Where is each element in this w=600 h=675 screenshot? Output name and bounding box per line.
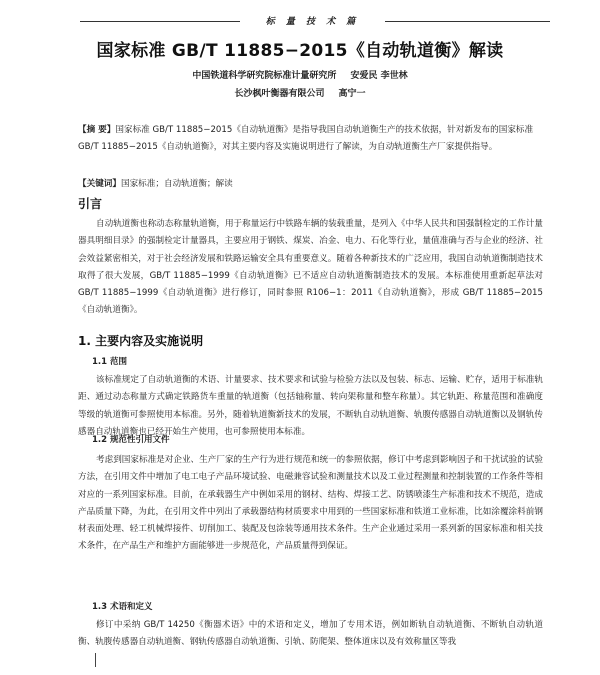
margin-mark: [95, 653, 96, 667]
header-rule-right: [385, 21, 550, 22]
abstract: [78, 122, 543, 156]
abstract-text: 国家标准 GB/T 11885−2015《自动轨道衡》是指导我国自动轨道衡生产的技术依据，针对新发布的国家标准 GB/T 11885−2015《自动轨道衡》，对其主要内容及实施说明进行了解读，为自动轨道衡生产厂家提供指导。: [78, 125, 534, 152]
header-rule-left: [80, 21, 240, 22]
intro-paragraph: 自动轨道衡也称动态称量轨道衡，用于称量运行中铁路车辆的装载重量，是列入《中华人民共和国强制检定的工作计量器具明细目录》的强制检定计量器具，主要应用于钢铁、煤炭、冶金、电力、石化等行业，量值准确与否与企业的经济、社会效益紧密相关，对于社会经济发展和铁路运输安全具有重要意义。随着各种新技术的广泛应用，我国自动轨道衡制造技术取得了很大发展，GB/T 11885−1999《自动轨道衡》已不适应自动轨道衡制造技术的发展。本标准使用重新起草法对 GB/T 11885−1999《自动轨道衡》进行修订，同时参照 R106−1：2011《自动轨道衡》，形成 GB/T 11885−2015《自动轨道衡》。: [78, 219, 543, 316]
header-band: [80, 14, 550, 28]
author-line-1: [0, 68, 600, 81]
subsection-1-2-paragraph: 考虑到国家标准是对企业、生产厂家的生产行为进行规范和统一的参照依据，修订中考虑到影响因子和干扰试验的试验方法，在引用文件中增加了电工电子产品环境试验、电磁兼容试验和测量技术以及工业过程测量和控制装置的工作条件等相对应的一系列国家标准。目前，在承载器生产中例如采用的钢材、结构、焊接工艺、防锈喷漆生产标准和技术不规范，造成产品质量下降，为此，在引用文件中列出了承载器结构材质要求中用到的一些国家标准和铁道工业标准，比如涂覆涂料前钢材表面处理、轻工机械焊接件、切削加工、装配及包涂装等通用技术条件。生产企业通过采用一系列新的国家标准和相关技术条件，在产品生产和维护方面能够进一步规范化，产品质量得到保证。: [78, 455, 543, 552]
intro-heading: 引言: [78, 197, 103, 211]
subsection-1-1-heading: 1.1 范围: [92, 357, 128, 367]
subsection-1-3-paragraph: 修订中采纳 GB/T 14250《衡器术语》中的术语和定义，增加了专用术语，例如断轨自动轨道衡、不断轨自动轨道衡、轨腹传感器自动轨道衡、钢轨传感器自动轨道衡、引轨、防爬架、整体道床以及有效称量区等我: [78, 620, 543, 648]
keywords-text: 国家标准；自动轨道衡；解读: [120, 179, 233, 189]
abstract-tag: 【摘 要】: [78, 125, 116, 135]
author-names-2: 高宁一: [338, 89, 366, 99]
author-names-1: 安爱民 李世林: [350, 71, 408, 81]
keywords-tag: 【关键词】: [78, 179, 121, 189]
header-band-text: 标 量 技 术 篇: [265, 17, 360, 27]
subsection-1-3-heading: 1.3 术语和定义: [92, 602, 153, 612]
subsection-1-2-heading: 1.2 规范性引用文件: [92, 435, 170, 445]
section-1-heading: 1. 主要内容及实施说明: [78, 334, 204, 348]
author-line-2: [0, 86, 600, 99]
keywords: [78, 177, 543, 189]
subsection-1-1-paragraph: 该标准规定了自动轨道衡的术语、计量要求、技术要求和试验与检验方法以及包装、标志、运输、贮存，适用于标准轨距、通过动态称量方式确定铁路货车重量的轨道衡（包括轴称量、转向架称量和整车称量）。其它轨距、称量范围和准确度等级的轨道衡可参照使用本标准。另外，随着轨道衡新技术的发展，不断轨自动轨道衡、轨腹传感器自动轨道衡以及钢轨传感器自动轨道衡也已经开始生产使用，也可参照使用本标准。: [78, 375, 543, 437]
author-org-1: 中国铁道科学研究院标准计量研究所: [192, 71, 337, 81]
article-title: 国家标准 GB/T 11885−2015《自动轨道衡》解读: [96, 41, 504, 61]
author-org-2: 长沙枫叶衡器有限公司: [234, 89, 325, 99]
